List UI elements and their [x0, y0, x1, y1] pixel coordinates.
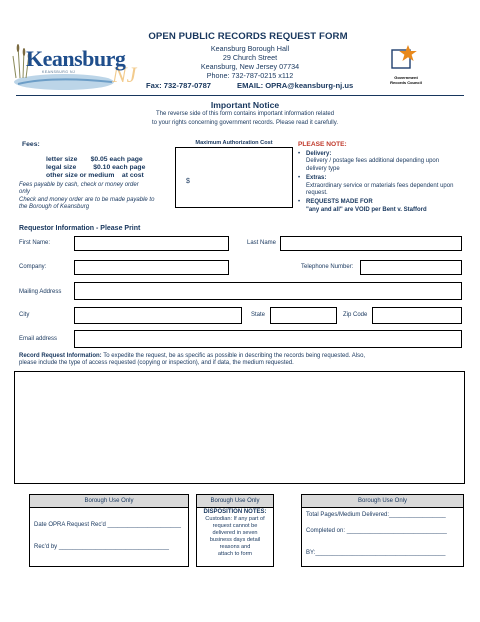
record-request-instructions [19, 353, 464, 368]
fee-note4: the Borough of Keansburg [19, 204, 90, 210]
office-city: Keansburg, New Jersey 07734 [200, 62, 300, 71]
borough-use-mid-head: Borough Use Only [197, 495, 273, 508]
fee-other: other size or medium at cost [46, 172, 144, 179]
office-fax: Fax: 732-787-0787 [146, 81, 212, 90]
notice-line2: to your rights concerning government records. Please read it carefully. [152, 120, 338, 126]
header-divider [16, 95, 464, 96]
city-field[interactable] [74, 307, 242, 324]
form-title: OPEN PUBLIC RECORDS REQUEST FORM [148, 31, 348, 42]
disposition-line: reasons and [219, 544, 251, 551]
note-extras-title: Extras: [306, 175, 327, 182]
completed-by-field[interactable]: BY:_______________________________________ [306, 550, 446, 556]
borough-use-left-head: Borough Use Only [30, 495, 188, 508]
fee-note3: Check and money order are to be made payable to [19, 197, 155, 203]
disposition-line: Custodian: If any part of [205, 516, 265, 523]
note-requests-title: REQUESTS MADE FOR [306, 199, 373, 206]
date-rec-field[interactable]: Date OPRA Request Rec'd ______________________ [34, 522, 181, 528]
grc-star-icon [386, 44, 426, 70]
fee-note1: Fees payable by cash, check or money order [19, 182, 139, 188]
grc-line2: Records Council [390, 80, 422, 85]
fees-label: Fees: [22, 141, 40, 148]
mailing-field[interactable] [74, 282, 462, 300]
last-name-label: Last Name [247, 240, 277, 246]
grc-logo [386, 44, 426, 85]
note-extras [298, 175, 458, 197]
last-name-field[interactable] [280, 236, 462, 251]
please-note-title: PLEASE NOTE: [298, 141, 347, 148]
record-request-text2: please include the type of access requested (copying or inspection), and if data, the medium requested. [19, 360, 294, 367]
borough-use-left-panel [29, 494, 189, 567]
office-phone: Phone: 732-787-0215 x112 [206, 71, 294, 80]
note-requests [298, 199, 458, 214]
disposition-line: attach to form [217, 551, 253, 558]
borough-use-mid-panel [196, 494, 274, 567]
notice-title: Important Notice [210, 100, 280, 110]
email-label: Email address [19, 336, 58, 342]
disposition-line: business days detail [209, 537, 261, 544]
city-label: City [19, 312, 30, 318]
record-request-field[interactable] [14, 371, 465, 484]
logo-tagline: KEANSBURG NJ [42, 70, 76, 74]
email-field[interactable] [74, 330, 462, 348]
completed-on-field[interactable]: Completed on: ______________________________ [306, 528, 447, 534]
zip-field[interactable] [372, 307, 462, 324]
disposition-line: request cannot be [212, 523, 258, 530]
zip-label: Zip Code [343, 312, 368, 318]
recd-by-field[interactable]: Rec'd by _________________________________ [34, 544, 169, 550]
disposition-title: DISPOSITION NOTES: [203, 509, 267, 515]
office-email: EMAIL: OPRA@keansburg-nj.us [237, 81, 354, 90]
first-name-field[interactable] [74, 236, 229, 251]
please-note-list [298, 151, 458, 214]
fee-note2: only [19, 189, 31, 195]
borough-use-right-head: Borough Use Only [302, 495, 463, 508]
requestor-heading: Requestor Information - Please Print [19, 225, 141, 232]
fee-legal: legal size $0.10 each page [46, 164, 146, 171]
nj-mark: NJ [112, 62, 137, 87]
company-label: Company: [19, 264, 47, 270]
state-label: State [251, 312, 266, 318]
record-request-text1: To expedite the request, be as specific as possible in describing the records being requested. Also, [101, 353, 366, 359]
disposition-notes [197, 516, 273, 558]
note-extras-text: Extraordinary service or materials fees dependent upon request. [306, 182, 454, 197]
note-requests-text: "any and all" are VOID per Bent v. Stafford [306, 206, 427, 213]
record-request-label: Record Request Information: [19, 353, 102, 359]
office-street: 29 Church Street [222, 53, 278, 62]
disposition-line: delivered in seven [212, 530, 258, 537]
telephone-label: Telephone Number: [301, 264, 354, 270]
keansburg-logo [12, 32, 137, 94]
notice-line1: The reverse side of this form contains important information related [155, 111, 335, 117]
telephone-field[interactable] [360, 260, 462, 275]
max-auth-dollar: $ [186, 178, 190, 185]
note-delivery [298, 151, 458, 173]
total-pages-field[interactable]: Total Pages/Medium Delivered:_________________ [306, 512, 446, 518]
mailing-label: Mailing Address [19, 289, 62, 295]
fee-letter: letter size $0.05 each page [46, 156, 143, 163]
state-field[interactable] [270, 307, 337, 324]
office-name: Keansburg Borough Hall [210, 44, 290, 53]
max-auth-box[interactable] [175, 147, 293, 208]
borough-use-right-panel [301, 494, 464, 567]
company-field[interactable] [74, 260, 229, 275]
max-auth-label: Maximum Authorization Cost [195, 140, 273, 146]
first-name-label: First Name: [19, 240, 51, 246]
grc-line1: Government [394, 75, 418, 80]
note-delivery-title: Delivery: [306, 151, 332, 157]
logo-text: Keansburg [26, 46, 126, 71]
note-delivery-text: Delivery / postage fees additional depending upon delivery type [306, 158, 440, 172]
